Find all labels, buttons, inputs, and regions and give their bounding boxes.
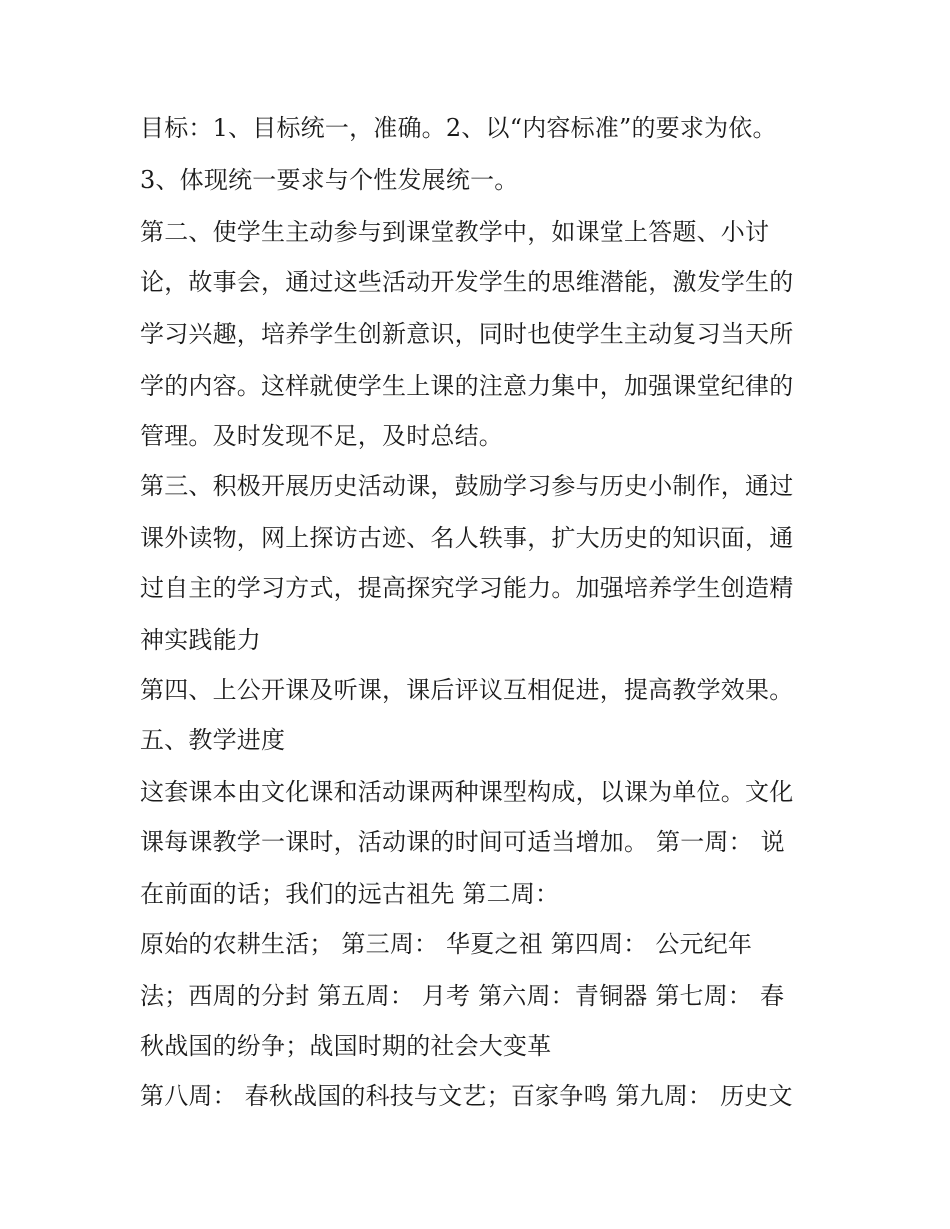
text-line: 原始的农耕生活； 第三周： 华夏之祖 第四周： 公元纪年 <box>140 930 753 958</box>
text-line: 学的内容。这样就使学生上课的注意力集中，加强课堂纪律的 <box>140 372 794 400</box>
text-line: 第四、上公开课及听课，课后评议互相促进，提高教学效果。 <box>140 676 794 704</box>
text-line: 论，故事会，通过这些活动开发学生的思维潜能，激发学生的 <box>140 268 794 296</box>
text-line: 五、教学进度 <box>140 726 286 754</box>
text-line: 管理。及时发现不足，及时总结。 <box>140 422 503 450</box>
text-line: 神实践能力 <box>140 626 261 654</box>
text-line: 秋战国的纷争；战国时期的社会大变革 <box>140 1032 552 1060</box>
text-line: 第二、使学生主动参与到课堂教学中，如课堂上答题、小讨 <box>140 218 770 246</box>
text-line: 法；西周的分封 第五周： 月考 第六周：青铜器 第七周： 春 <box>140 982 785 1010</box>
text-line: 课每课教学一课时，活动课的时间可适当增加。 第一周： 说 <box>140 828 785 856</box>
text-line: 这套课本由文化课和活动课两种课型构成，以课为单位。文化 <box>140 778 794 806</box>
text-line: 过自主的学习方式，提高探究学习能力。加强培养学生创造精 <box>140 574 794 602</box>
text-line: 3、体现统一要求与个性发展统一。 <box>140 166 519 194</box>
text-line: 第三、积极开展历史活动课，鼓励学习参与历史小制作，通过 <box>140 472 794 500</box>
text-line: 课外读物，网上探访古迹、名人轶事，扩大历史的知识面，通 <box>140 524 794 552</box>
text-line: 目标：1、目标统一，准确。2、以“内容标准”的要求为依。 <box>140 114 777 142</box>
text-line: 在前面的话；我们的远古祖先 第二周： <box>140 880 560 908</box>
text-line: 第八周： 春秋战国的科技与文艺；百家争鸣 第九周： 历史文 <box>140 1082 793 1110</box>
text-line: 学习兴趣，培养学生创新意识，同时也使学生主动复习当天所 <box>140 320 794 348</box>
